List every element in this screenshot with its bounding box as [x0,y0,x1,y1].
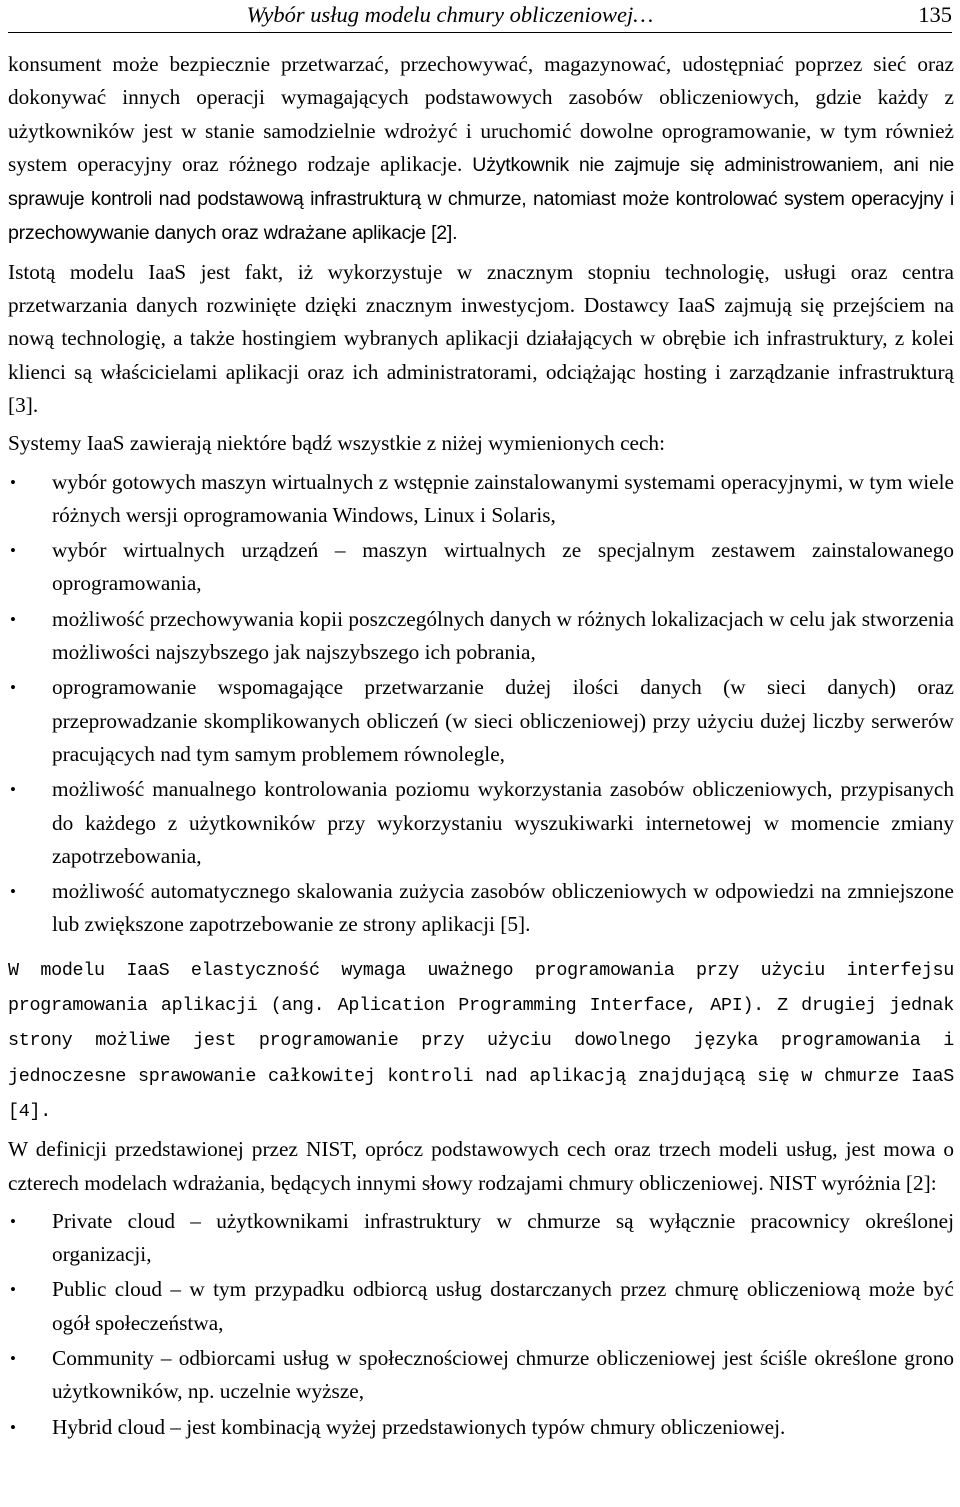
list-item-text: wybór wirtualnych urządzeń – maszyn wirtualnych ze specjalnym zestawem zainstalowanego oprogramowania, [52,538,954,596]
list-item-text: możliwość przechowywania kopii poszczególnych danych w różnych lokalizacjach w celu jak stworzenia możliwości najszybszego jak najszybszego ich pobrania, [52,606,954,665]
bullet-icon: • [10,882,16,902]
paragraph-iaas-definition [8,48,954,251]
bullet-icon: • [10,1348,16,1368]
list-item-text: Public cloud – w tym przypadku odbiorcą usług dostarczanych przez chmurę obliczeniową może być ogół społeczeństwa, [52,1277,954,1335]
bullet-icon: • [10,609,16,629]
body-text [8,48,954,1454]
bullet-icon: • [10,541,16,561]
list-item [8,466,954,533]
paragraph-iaas-essence: Istotą modelu IaaS jest fakt, iż wykorzystuje w znacznym stopniu technologię, usługi oraz centra przetwarzania danych rozwinięte dzięki znacznym inwestycjom. Dostawcy IaaS zajmują się przejściem na nową technologię, a także hostingiem wybranych aplikacji działających w obrębie ich infrastruktury, z kolei klienci są właścicielami aplikacji oraz ich administratorami, odciążając hosting i zarządzanie infrastrukturą [3]. [8,259,954,417]
bullet-icon: • [10,1211,16,1231]
chapter-title: Wybór usług modelu chmury obliczeniowej… [246,2,654,27]
list-item [8,671,954,771]
bullet-icon: • [10,678,16,698]
page-number: 135 [918,2,952,27]
list-item-text: wybór gotowych maszyn wirtualnych z wstępnie zainstalowanymi systemami operacyjnymi, w tym wiele różnych wersji oprogramowania Windows, Linux i Solaris, [52,469,954,527]
list-item [8,1411,954,1444]
list-item-text: możliwość automatycznego skalowania zużycia zasobów obliczeniowych w odpowiedzi na zmniejszone lub zwiększone zapotrzebowanie ze strony aplikacji [5]. [52,879,954,937]
bullet-icon: • [10,1417,16,1437]
features-list [8,466,954,942]
paragraph-iaas-features-intro: Systemy IaaS zawierają niektóre bądź wszystkie z niżej wymienionych cech: [8,431,666,456]
list-item [8,1205,954,1272]
deployment-models-list [8,1205,954,1444]
list-item [8,603,954,670]
list-item [8,875,954,942]
list-item-text: możliwość manualnego kontrolowania poziomu wykorzystania zasobów obliczeniowych, przypisanych do każdego z użytkowników przy wykorzystaniu wyszukiwarki internetowej w momencie zmiany zapotrzebowania, [52,777,954,868]
paragraph-nist: W definicji przedstawionej przez NIST, oprócz podstawowych cech oraz trzech modeli usług, jest mowa o czterech modelach wdrażania, będących innymi słowy rodzajami chmury obliczeniowej. NIST wyróżnia [2]: [8,1137,954,1195]
list-item [8,1342,954,1409]
list-item-text: Hybrid cloud – jest kombinacją wyżej przedstawionych typów chmury obliczeniowej. [52,1414,786,1439]
list-item-text: oprogramowanie wspomagające przetwarzanie dużej ilości danych (w sieci danych) oraz przeprowadzanie skomplikowanych obliczeń (w sieci obliczeniowej) przy użyciu dużej liczby serwerów pracujących nad tym samym problemem równolegle, [52,675,954,766]
list-item [8,773,954,873]
list-item-text: Community – odbiorcami usług w społecznościowej chmurze obliczeniowej jest ściśle określone grono użytkowników, np. uczelnie wyższe, [52,1345,954,1404]
bullet-icon: • [10,472,16,492]
paragraph-iaas-api-text: W modelu IaaS elastyczność wymaga uważnego programowania przy użyciu interfejsu programowania aplikacji (ang. Aplication Programming Interface, API). Z drugiej jednak strony możliwe jest programowanie przy użyciu dowolnego języka programowania i jednoczesne sprawowanie całkowitej kontroli nad aplikacją znajdującą się w chmurze IaaS [4]. [8,959,954,1122]
list-item [8,534,954,601]
bullet-icon: • [10,1280,16,1300]
bullet-icon: • [10,780,16,800]
paragraph-iaas-definition-part1: konsument może bezpiecznie przetwarzać, przechowywać, magazynować, udostępniać poprzez sieć oraz dokonywać innych operacji wymagających podstawowych zasobów obliczeniowych, gdzie każdy z użytkowników jest w stanie samodzielnie wdrożyć i uruchomić dowolne oprogramowanie, w tym również system operacyjny oraz różnego rodzaje aplikacje. [8,52,954,176]
running-header [8,0,952,33]
paragraph-iaas-api [8,952,954,1128]
paragraph-iaas-definition-part2: Użytkownik nie zajmuje się administrowaniem, ani nie sprawuje kontroli nad podstawową infrastrukturą w chmurze, natomiast może kontrolować system operacyjny i przechowywanie danych oraz wdrażane aplikacje [2]. [8,153,954,245]
list-item-text: Private cloud – użytkownikami infrastruktury w chmurze są wyłącznie pracownicy określonej organizacji, [52,1208,954,1267]
list-item [8,1273,954,1340]
